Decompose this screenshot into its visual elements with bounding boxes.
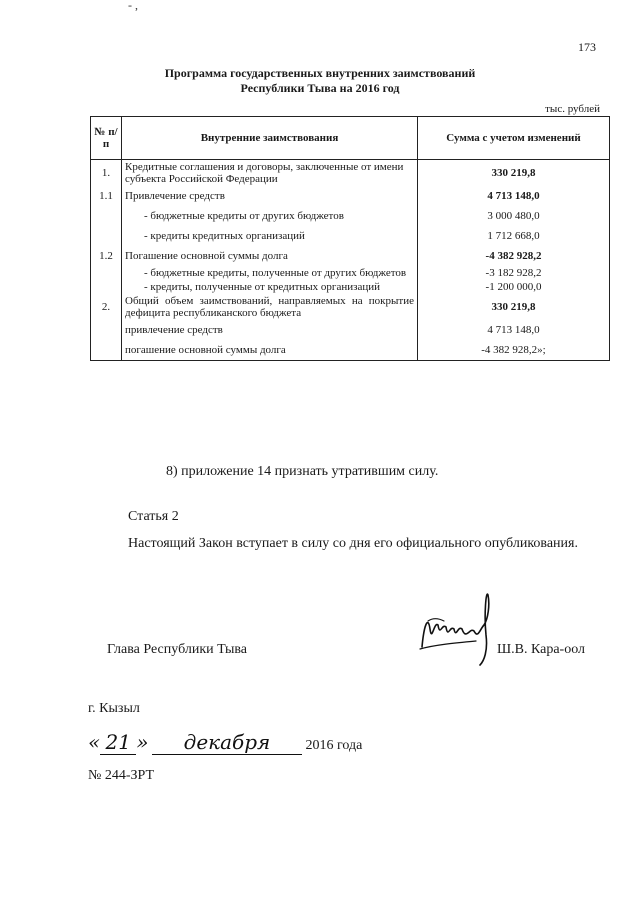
table-row bbox=[91, 266, 610, 280]
row-desc: Погашение основной суммы долга bbox=[122, 246, 418, 266]
row-desc: привлечение средств bbox=[122, 320, 418, 340]
page-number: 173 bbox=[578, 40, 596, 54]
table-row bbox=[91, 226, 610, 246]
date-month: декабря bbox=[152, 730, 302, 755]
table-row bbox=[91, 280, 610, 294]
program-title-line-2: Республики Тыва на 2016 год bbox=[240, 81, 400, 95]
table-row bbox=[91, 294, 610, 320]
row-sum: 4 713 148,0 bbox=[418, 320, 610, 340]
table-row bbox=[91, 186, 610, 206]
table-row bbox=[91, 160, 610, 187]
date-year: 2016 года bbox=[305, 738, 363, 753]
table-row bbox=[91, 340, 610, 361]
row-sum: -1 200 000,0 bbox=[418, 280, 610, 294]
row-num bbox=[91, 340, 122, 361]
table-row bbox=[91, 246, 610, 266]
row-sum: 330 219,8 bbox=[418, 294, 610, 320]
corner-mark: - , bbox=[128, 0, 138, 12]
table-row bbox=[91, 206, 610, 226]
table-row bbox=[91, 320, 610, 340]
signing-date bbox=[88, 730, 362, 756]
row-sum: -4 382 928,2»; bbox=[418, 340, 610, 361]
row-sum: -4 382 928,2 bbox=[418, 246, 610, 266]
table-header-row bbox=[91, 117, 610, 160]
row-sum: 3 000 480,0 bbox=[418, 206, 610, 226]
program-title-line-1: Программа государственных внутренних заимствований bbox=[164, 66, 476, 80]
row-num bbox=[91, 320, 122, 340]
item-8-text: 8) приложение 14 признать утратившим силу. bbox=[166, 464, 439, 479]
borrowings-table bbox=[90, 116, 610, 361]
article-heading: Статья 2 bbox=[128, 509, 179, 524]
signatory-name: Ш.В. Кара-оол bbox=[497, 642, 586, 657]
header-num: № п/п bbox=[91, 117, 122, 160]
row-desc: Общий объем заимствований, направляемых на покрытие дефицита республиканского бюджета bbox=[122, 294, 418, 320]
row-desc: погашение основной суммы долга bbox=[122, 340, 418, 361]
row-num bbox=[91, 280, 122, 294]
row-num bbox=[91, 206, 122, 226]
row-desc: - кредиты кредитных организаций bbox=[122, 226, 418, 246]
program-title bbox=[0, 66, 640, 96]
place-label: г. Кызыл bbox=[88, 701, 140, 716]
date-close-quote: » bbox=[136, 730, 149, 754]
row-desc: - бюджетные кредиты, полученные от других бюджетов bbox=[122, 266, 418, 280]
row-num bbox=[91, 226, 122, 246]
date-day: 21 bbox=[100, 730, 136, 755]
row-sum: 330 219,8 bbox=[418, 160, 610, 187]
article-text-body: Настоящий Закон вступает в силу со дня его официального опубликования. bbox=[128, 536, 578, 551]
row-num: 1. bbox=[91, 160, 122, 187]
signature-image bbox=[414, 585, 496, 667]
signatory-title: Глава Республики Тыва bbox=[107, 642, 248, 657]
row-desc: - кредиты, полученные от кредитных организаций bbox=[122, 280, 418, 294]
row-num: 1.1 bbox=[91, 186, 122, 206]
units-label: тыс. рублей bbox=[545, 103, 600, 115]
row-num: 1.2 bbox=[91, 246, 122, 266]
row-sum: 4 713 148,0 bbox=[418, 186, 610, 206]
date-open-quote: « bbox=[88, 730, 101, 754]
header-sum: Сумма с учетом изменений bbox=[418, 117, 610, 160]
article-text bbox=[88, 532, 594, 556]
row-desc: Привлечение средств bbox=[122, 186, 418, 206]
row-sum: 1 712 668,0 bbox=[418, 226, 610, 246]
row-num bbox=[91, 266, 122, 280]
row-sum: -3 182 928,2 bbox=[418, 266, 610, 280]
row-desc: - бюджетные кредиты от других бюджетов bbox=[122, 206, 418, 226]
header-desc: Внутренние заимствования bbox=[122, 117, 418, 160]
row-num: 2. bbox=[91, 294, 122, 320]
law-number: № 244-ЗРТ bbox=[88, 768, 155, 783]
row-desc: Кредитные соглашения и договоры, заключенные от имени субъекта Российской Федерации bbox=[122, 160, 418, 187]
